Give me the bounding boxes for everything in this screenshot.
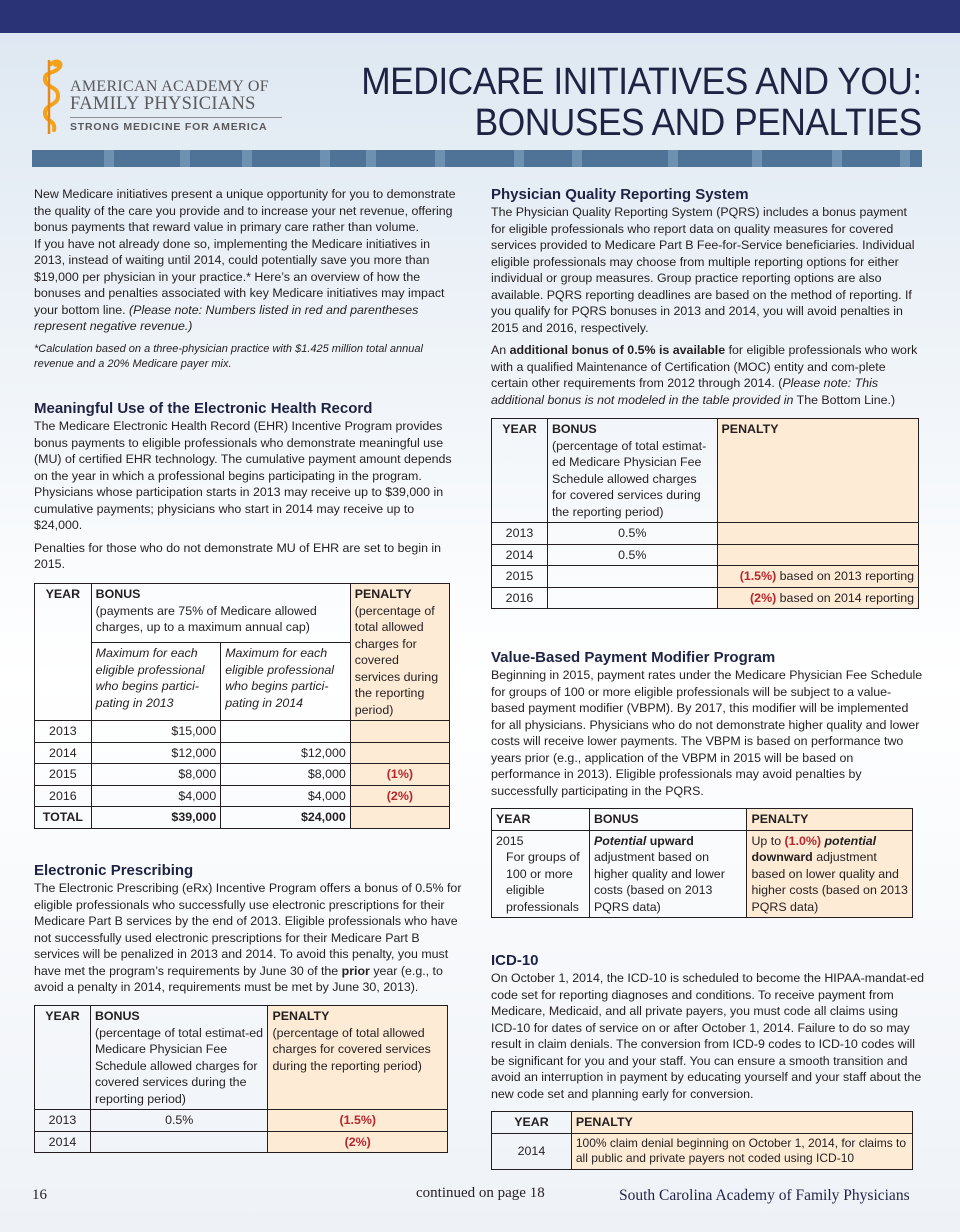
table-row: 2013 0.5% (1.5%) (35, 1110, 448, 1132)
title-line1: MEDICARE INITIATIVES AND YOU: (361, 61, 922, 103)
icd-paragraph: On October 1, 2014, the ICD-10 is scheduled to become the HIPAA-mandat-ed code set for reporting diagnoses and conditions. To receive payment from Medicare, Medicaid, and all private payers, you must code all claims using ICD-10 for dates of service on or after October 1, 2014. Failure to do so may result in claim denials. The conversion from ICD-9 codes to ICD-10 codes will be significant for you and your staff. You can ensure a smooth transition and avoid an interruption in payment by educating yourself and your staff about the new code set and planning early for conversion. (491, 971, 924, 1101)
intro-paragraph-1: New Medicare initiatives present a unique opportunity for you to demonstrate the quality of the care you provide and to increase your net revenue, offering bonus payments that reward value in primary care rather than volume. (34, 187, 456, 234)
mu-section (34, 400, 464, 573)
vbpm-bonus-header: BONUS (589, 809, 747, 831)
page-title (361, 62, 922, 144)
caduceus-icon (36, 56, 66, 136)
continued-note: continued on page 18 (416, 1185, 545, 1201)
title-line2: BONUSES AND PENALTIES (474, 102, 922, 144)
pqrs-paragraph-1: The Physician Quality Reporting System (PQRS) includes a bonus payment for eligible professionals who report data on quality measures for covered services provided to Medicare Part B Fee-for-Service beneficiaries. Individual eligible professionals may choose from multiple reporting options for either individual or group measures. Group practice reporting options are also available. PQRS reporting deadlines are based on the method of reporting. If you qualify for PQRS bonuses in 2013 and 2014, you will avoid penalties in 2015 and 2016, respectively. (491, 205, 915, 335)
table-row: 2016 (2%) based on 2014 reporting (492, 587, 919, 609)
table-row: 2016 $4,000 $4,000 (2%) (35, 785, 450, 807)
erx-section (34, 862, 464, 996)
org-tagline: STRONG MEDICINE FOR AMERICA (70, 121, 268, 133)
mu-heading: Meaningful Use of the Electronic Health Record (34, 400, 373, 417)
erx-heading: Electronic Prescribing (34, 862, 194, 879)
header-stripe (32, 150, 922, 167)
vbpm-section (491, 649, 924, 799)
erx-penalty-header: PENALTY (percentage of total allowed charges for covered services during the reporting period) (268, 1006, 448, 1110)
table-row: 2015 (1.5%) based on 2013 reporting (492, 566, 919, 588)
vbpm-paragraph: Beginning in 2015, payment rates under the Medicare Physician Fee Schedule for groups of 100 or more eligible professionals will be subject to a value-based payment modifier (VBPM). By 2017, this modifier will be implemented for all physicians. Physicians who do not demonstrate higher quality and lower costs will receive lower payments. The VBPM is based on performance two years prior (e.g., application of the VBPM in 2015 will be based on performance in 2013). Eligible professionals may avoid penalties by successfully participating in the PQRS. (491, 668, 923, 798)
table-total-row: TOTAL $39,000 $24,000 (35, 807, 450, 829)
top-banner (0, 0, 960, 33)
table-row: 2015 For groups of 100 or more eligible professionals Potential upward adjustment based on higher quality and lower costs (based on 2013 PQRS data) Up to (1.0%) potential downward adjustment based on lower quality and higher costs (based on 2013 PQRS data) (492, 830, 913, 918)
table-row: 2014 0.5% (492, 544, 919, 566)
pqrs-table (491, 418, 919, 609)
pqrs-heading: Physician Quality Reporting System (491, 186, 749, 203)
pqrs-penalty-header: PENALTY (717, 419, 918, 523)
mu-paragraph-1: The Medicare Electronic Health Record (EHR) Incentive Program provides bonus payments to eligible professionals who demonstrate meaningful use (MU) of certified EHR technology. The cumulative payment amount depends on the year in which a professional begins participating in the program. Physicians whose participation starts in 2013 may receive up to $39,000 in cumulative payments; physicians who start in 2014 may receive up to $24,000. (34, 419, 452, 532)
vbpm-heading: Value-Based Payment Modifier Program (491, 649, 776, 666)
table-row: 2014 $12,000 $12,000 (35, 742, 450, 764)
org-name-line2: FAMILY PHYSICIANS (70, 94, 256, 114)
pqrs-bonus-header: BONUS (percentage of total estimat-ed Medicare Physician Fee Schedule allowed charges for covered services during the reporting period) (547, 419, 717, 523)
erx-year-header: YEAR (35, 1006, 91, 1110)
table-row: 2013 $15,000 (35, 721, 450, 743)
table-row: 2013 0.5% (492, 523, 919, 545)
pqrs-year-header: YEAR (492, 419, 548, 523)
pqrs-section (491, 186, 924, 408)
table-row: 2015 $8,000 $8,000 (1%) (35, 764, 450, 786)
icd-penalty-header: PENALTY (571, 1112, 912, 1134)
mu-table (34, 583, 450, 829)
mu-subheader-2013: Maximum for each eligible professional who begins partici-pating in 2013 (91, 643, 221, 721)
icd-table (491, 1111, 913, 1170)
logo-divider (70, 117, 282, 118)
icd-section (491, 952, 924, 1102)
mu-paragraph-2: Penalties for those who do not demonstrate MU of EHR are set to begin in 2015. (34, 540, 442, 571)
mu-penalty-header: PENALTY (percentage of total allowed charges for covered services during the reporting period) (350, 584, 449, 721)
aafp-logo (36, 56, 296, 138)
vbpm-penalty-header: PENALTY (747, 809, 913, 831)
mu-bonus-header: BONUS (payments are 75% of Medicare allowed charges, up to a maximum annual cap) (91, 584, 350, 643)
footer-org-name: South Carolina Academy of Family Physicians (619, 1187, 910, 1204)
intro-footnote: *Calculation based on a three-physician practice with $1.425 million total annual revenue and a 20% Medicare payer mix. (34, 342, 423, 370)
erx-paragraph: The Electronic Prescribing (eRx) Incentive Program offers a bonus of 0.5% for eligible professionals who successfully use electronic prescriptions for their Medicare Part B services by the end of 2013. Eligible professionals who have not successfully used electronic prescriptions for their Medicare Part B services will be penalized in 2013 and 2014. To avoid this penalty, you must have met the program’s requirements by June 30 of the prior year (e.g., to avoid a penalty in 2014, requirements must be met by June 30, 2013). (34, 881, 462, 994)
erx-table (34, 1005, 448, 1153)
table-row: 2014 (2%) (35, 1131, 448, 1153)
mu-year-header: YEAR (35, 584, 92, 721)
vbpm-year-header: YEAR (492, 809, 590, 831)
erx-bonus-header: BONUS (percentage of total estimat-ed Medicare Physician Fee Schedule allowed charges for covered services during the reporting period) (90, 1006, 268, 1110)
icd-year-header: YEAR (492, 1112, 572, 1134)
org-name-line1: AMERICAN ACADEMY OF (70, 78, 269, 95)
pqrs-paragraph-2: An additional bonus of 0.5% is available for eligible professionals who work with a qualified Maintenance of Certification (MOC) entity and com-plete certain other requirements from 2012 through 2014. (Please note: This additional bonus is not modeled in the table provided in The Bottom Line.) (491, 343, 918, 407)
intro-section (34, 186, 464, 372)
table-row: 2014 100% claim denial beginning on October 1, 2014, for claims to all public and private payers not coded using ICD-10 (492, 1133, 913, 1169)
icd-heading: ICD-10 (491, 952, 539, 969)
vbpm-table (491, 808, 913, 918)
mu-subheader-2014: Maximum for each eligible professional who begins partici-pating in 2014 (221, 643, 351, 721)
intro-paragraph-2: If you have not already done so, implementing the Medicare initiatives in 2013, instead of waiting until 2014, could potentially save you more than $19,000 per physician in your practice.* Here’s an overview of how the bonuses and penalties associated with key Medicare initiatives may impact your bottom line. (Please note: Numbers listed in red and parentheses represent negative revenue.) (34, 236, 445, 333)
page-number: 16 (32, 1187, 47, 1203)
